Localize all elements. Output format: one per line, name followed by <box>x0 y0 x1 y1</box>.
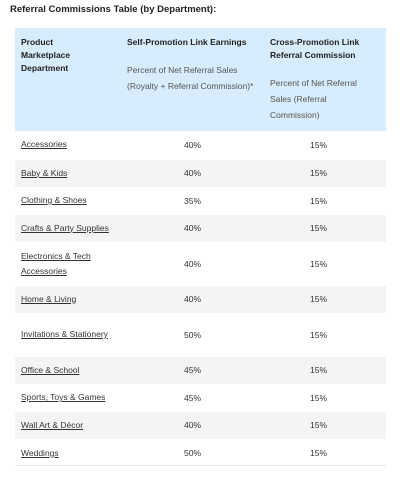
table-row <box>15 313 386 356</box>
department-link-accessories[interactable]: Accessories <box>21 139 67 150</box>
table-row <box>15 356 386 384</box>
header-department-title: Product Marketplace Department <box>21 37 71 73</box>
header-self-promotion-subtitle: Percent of Net Referral Sales (Royalty + Referral Commission)* <box>127 65 254 91</box>
self-promotion-value: 40% <box>121 285 264 313</box>
table-row <box>15 159 386 187</box>
table-row <box>15 285 386 313</box>
department-link-invitations-stationery[interactable]: Invitations & Stationery <box>21 329 108 339</box>
department-link-office-school[interactable]: Office & School <box>21 364 80 375</box>
self-promotion-value: 45% <box>121 384 264 411</box>
self-promotion-value: 40% <box>121 159 264 187</box>
cross-promotion-value: 15% <box>264 242 386 285</box>
department-link-sports-toys-games[interactable]: Sports, Toys & Games <box>21 392 106 402</box>
cross-promotion-value: 15% <box>264 285 386 313</box>
self-promotion-value: 50% <box>121 439 264 467</box>
header-cross-promotion-subtitle: Percent of Net Referral Sales (Referral Commission) <box>270 78 357 120</box>
cross-promotion-value: 15% <box>264 131 386 159</box>
cross-promotion-value: 15% <box>264 214 386 242</box>
self-promotion-value: 45% <box>121 356 264 384</box>
table-row <box>15 384 386 411</box>
table-row <box>15 439 386 467</box>
cross-promotion-value: 15% <box>264 159 386 187</box>
cross-promotion-value: 15% <box>264 356 386 384</box>
self-promotion-value: 40% <box>121 214 264 242</box>
header-self-promotion <box>121 28 264 131</box>
self-promotion-value: 40% <box>121 242 264 285</box>
self-promotion-value: 40% <box>121 131 264 159</box>
cross-promotion-value: 15% <box>264 313 386 356</box>
header-cross-promotion <box>264 28 386 131</box>
cross-promotion-value: 15% <box>264 411 386 439</box>
table-row <box>15 131 386 159</box>
department-link-wall-art-decor[interactable]: Wall Art & Décor <box>21 419 84 430</box>
department-link-home-living[interactable]: Home & Living <box>21 293 77 304</box>
self-promotion-value: 40% <box>121 411 264 439</box>
header-cross-promotion-title: Cross-Promotion Link Referral Commission <box>270 37 360 60</box>
department-link-baby-kids[interactable]: Baby & Kids <box>21 167 68 178</box>
self-promotion-value: 50% <box>121 313 264 356</box>
table-header-row <box>15 28 386 131</box>
header-self-promotion-title: Self-Promotion Link Earnings <box>127 37 247 47</box>
table-row <box>15 214 386 242</box>
department-link-weddings[interactable]: Weddings <box>21 447 59 458</box>
referral-commissions-table <box>15 28 386 468</box>
header-department <box>15 28 121 131</box>
table-caption: Referral Commissions Table (by Department): <box>10 4 217 15</box>
department-link-clothing-shoes[interactable]: Clothing & Shoes <box>21 195 87 205</box>
cross-promotion-value: 15% <box>264 384 386 411</box>
cross-promotion-value: 15% <box>264 439 386 467</box>
department-link-electronics-tech-accessories[interactable]: Electronics & Tech Accessories <box>21 250 91 276</box>
table-row <box>15 411 386 439</box>
table-row <box>15 187 386 214</box>
table-row <box>15 242 386 285</box>
department-link-crafts-party-supplies[interactable]: Crafts & Party Supplies <box>21 222 109 233</box>
table-bottom-border <box>15 465 386 466</box>
self-promotion-value: 35% <box>121 187 264 214</box>
cross-promotion-value: 15% <box>264 187 386 214</box>
